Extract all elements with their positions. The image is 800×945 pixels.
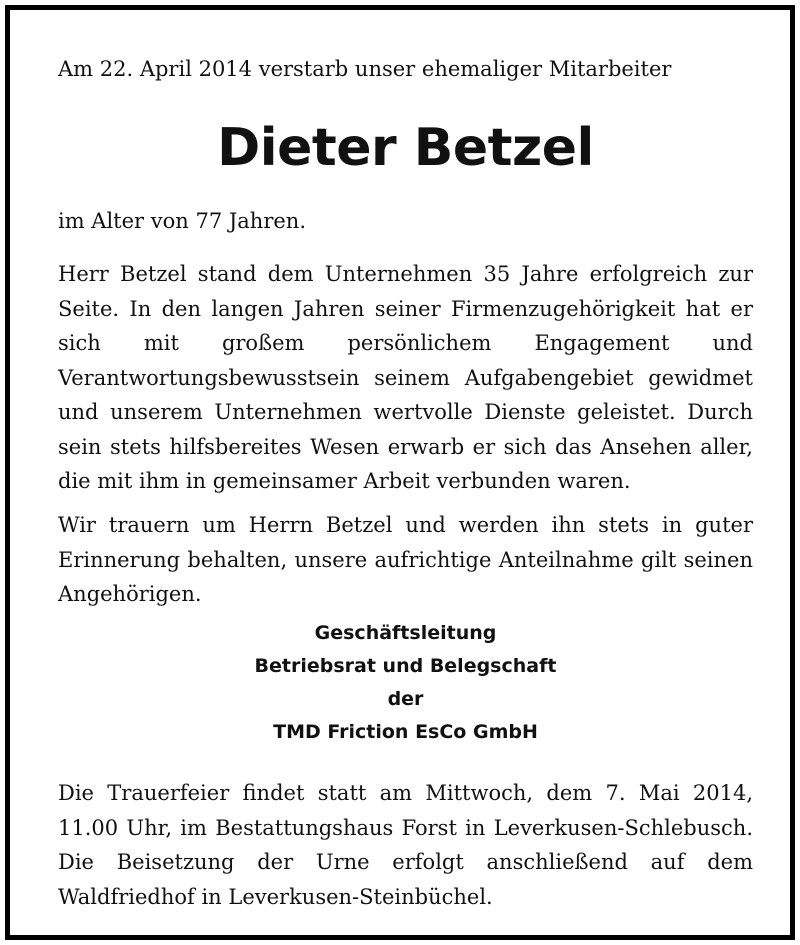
tribute-paragraph: Herr Betzel stand dem Unternehmen 35 Jahre erfolgreich zur Seite. In den langen Jahren seiner Firmenzugehörigkeit hat er sich mit großem persönlichem Engagement und Verantwortungsbewusstsein seinem Aufgabengebiet gewidmet und unserem Unternehmen wertvolle Dienste geleistet. Durch sein stets hilfsbereites Wesen erwarb er sich das Ansehen aller, die mit ihm in gemeinsamer Arbeit verbunden waren.	[58, 262, 753, 493]
signature-company: TMD Friction EsCo GmbH	[273, 721, 538, 743]
funeral-details-paragraph: Die Trauerfeier findet statt am Mittwoch, dem 7. Mai 2014, 11.00 Uhr, im Bestattungshaus Forst in Leverkusen-Schlebusch. Die Beisetzung der Urne erfolgt anschließend auf dem Waldfriedhof in Leverkusen-Steinbüchel.	[58, 781, 753, 909]
signature-block	[58, 617, 753, 749]
signature-der: der	[387, 688, 424, 710]
condolence-paragraph: Wir trauern um Herrn Betzel und werden ihn stets in guter Erinnerung behalten, unsere aufrichtige Anteilnahme gilt seinen Angehörigen.	[58, 513, 753, 606]
obituary-frame	[5, 5, 795, 940]
signature-works-council: Betriebsrat und Belegschaft	[254, 655, 557, 677]
intro-line: Am 22. April 2014 verstarb unser ehemaliger Mitarbeiter	[58, 57, 672, 81]
age-line: im Alter von 77 Jahren.	[58, 209, 307, 233]
deceased-name: Dieter Betzel	[217, 118, 594, 178]
signature-management: Geschäftsleitung	[314, 622, 497, 644]
